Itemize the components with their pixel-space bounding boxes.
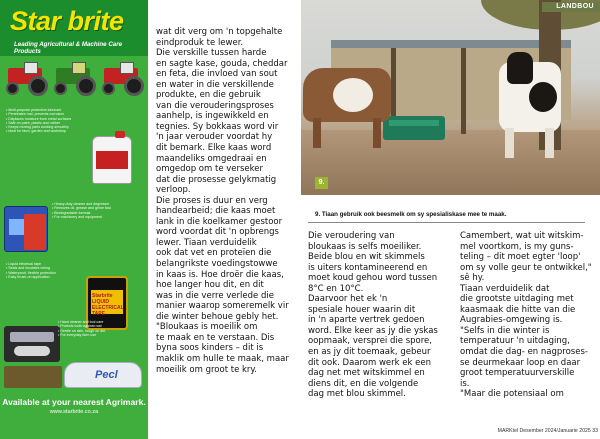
article-line: dit ook. Daarom werk ek een xyxy=(308,357,431,368)
article-line: "Selfs in die winter is xyxy=(460,325,550,336)
advert-feature-item: • Keeps moving parts working smoothly xyxy=(6,125,86,129)
article-line: eindproduk te lewer. xyxy=(156,37,244,48)
advert-feature-item: • Penetrates rust, prevents corrosion xyxy=(6,112,86,116)
article-line: in kaas is. Hoe droër die kaas, xyxy=(156,269,284,280)
black-white-cow xyxy=(499,62,561,132)
starbrite-advert xyxy=(0,0,148,439)
article-line: mel voortkom, is my guns- xyxy=(460,241,574,252)
article-line: Daarvoor het ek 'n xyxy=(308,294,388,305)
page-footer: MARKtel Desember 2024/Januarie 2025 33 xyxy=(497,428,598,434)
advert-feature-item: • For everyday farm use xyxy=(58,333,144,337)
advert-feature-item: • Waterproof, flexible protection xyxy=(6,271,80,275)
article-line: teling – dit moet egter 'loop' xyxy=(460,252,581,263)
advert-feature-item: • For machinery and equipment xyxy=(52,215,144,219)
article-line: die grootste uitdaging met xyxy=(460,294,574,305)
advert-feature-item: • Protects tools against rust xyxy=(58,324,144,328)
article-line: tegnies. Sy bokkaas word vir xyxy=(156,121,279,132)
article-line: temperatuur 'n uitdaging, xyxy=(460,336,570,347)
article-line: is. xyxy=(460,378,470,389)
animals-image xyxy=(4,366,62,388)
advert-feature-item: • Removes oil, grease and grime fast xyxy=(52,206,144,210)
article-line: 'n jaar verouder voordat hy xyxy=(156,132,273,143)
article-line: oopmaak, versprei die spore, xyxy=(308,336,432,347)
article-line: kaasmaak die hitte van die xyxy=(460,304,576,315)
article-line: groot temperatuurverskille xyxy=(460,368,575,379)
article-line: in 'n aparte vertrek gedoen xyxy=(308,315,425,326)
article-line: Die veroudering van xyxy=(308,231,395,241)
article-line: "Bloukaas is moeilik om xyxy=(156,322,258,333)
article-line: Camembert, wat uit witskim- xyxy=(460,231,584,241)
article-line: maklik om hulle te maak, maar xyxy=(156,353,289,364)
product-jug-image xyxy=(92,136,132,184)
product-spray-image xyxy=(24,214,46,250)
article-line: hoe langer hou dit, en dit xyxy=(156,280,264,291)
red-tractor-image xyxy=(2,64,48,96)
article-line: "Maar die potensiaal om xyxy=(460,389,564,400)
section-label xyxy=(542,2,600,12)
photo-caption: 9. Tiaan gebruik ook beesmelk om sy spesialiskase mee te maak. xyxy=(315,211,507,218)
advert-feature-item: • Biodegradable formula xyxy=(52,211,144,215)
article-line: is uiters kontamineerend en xyxy=(308,262,428,273)
article-line: maandeliks omgedraai en xyxy=(156,153,267,164)
article-line: handearbeid; die kaas moet xyxy=(156,206,276,217)
article-line: word voordat dit 'n opbrengs xyxy=(156,227,279,238)
article-line: dag net met witskimmel en xyxy=(308,368,425,379)
section-label-text: LANDBOU xyxy=(556,3,594,10)
article-line: lank in die koelkamer gestoor xyxy=(156,216,283,227)
tools-image xyxy=(4,326,60,362)
advert-feature-list-4 xyxy=(58,320,144,337)
brown-cow xyxy=(303,68,391,122)
article-line: word. Elke keer as jy die yskas xyxy=(308,325,438,336)
caption-divider xyxy=(308,222,585,223)
article-line: belangrikste voedingstowwe xyxy=(156,259,278,270)
article-line: Beide blou en wit skimmels xyxy=(308,252,425,263)
starbrite-logo: Star brite xyxy=(10,6,124,36)
article-column-right xyxy=(460,231,600,400)
article-line: die winter behoue gebly het. xyxy=(156,311,279,322)
article-line: dag met blou skimmel. xyxy=(308,389,406,400)
tin-label: Starbrite LIQUID ELECTRICAL TAPE xyxy=(92,293,124,317)
article-line: moet koud gehou word tussen xyxy=(308,273,438,284)
article-line: produkte, en die gebruik xyxy=(156,90,261,101)
advert-feature-item: • Liquid electrical tape xyxy=(6,262,80,266)
article-line: ook dat vet en proteïen die xyxy=(156,248,272,259)
article-line: diens dit, en die volgende xyxy=(308,378,419,389)
advert-website-link[interactable]: www.starbrite.co.za xyxy=(49,409,99,415)
article-line: se deurmekaar loop en daar xyxy=(460,357,581,368)
advert-feature-item: • Ideal for farm, garden and workshop xyxy=(6,129,86,133)
article-line: dat die prosesse gelykmatig xyxy=(156,174,277,185)
article-line: verloop. xyxy=(156,185,191,196)
article-line: 8°C en 10°C. xyxy=(308,283,364,294)
advert-feature-item: • Heavy-duty cleaner and degreaser xyxy=(52,202,144,206)
article-line: sê hy. xyxy=(460,273,485,284)
advert-feature-item: • Hand cleaner and tool care xyxy=(58,320,144,324)
advert-feature-item: • Displaces moisture from metal surfaces xyxy=(6,117,86,121)
article-line: Die proses is duur en verg xyxy=(156,195,268,206)
advert-feature-item: • Multi-purpose protective lubricant xyxy=(6,108,86,112)
article-line: Augrabies-omgewing is. xyxy=(460,315,563,326)
red-harvester-image xyxy=(98,64,144,96)
article-line: en water in die verskillende xyxy=(156,79,274,90)
article-column-left xyxy=(156,27,296,375)
advert-availability: Available at your nearest Agrimark. xyxy=(2,397,146,407)
article-line: lewer. Tiaan verduidelik xyxy=(156,237,257,248)
green-tractor-image xyxy=(50,64,96,96)
article-line: Tiaan verduidelik dat xyxy=(460,283,550,294)
article-line: dit bemark. Elke kaas word xyxy=(156,143,272,154)
advert-feature-list-2 xyxy=(52,202,144,219)
article-line: te maak en te verstaan. Dis xyxy=(156,332,275,343)
advert-tagline: Leading Agricultural & Machine Care Products xyxy=(14,41,123,55)
photo-number-badge: 9. xyxy=(315,177,328,189)
article-column-middle xyxy=(308,231,448,400)
article-line: manier waarop someremelk vir xyxy=(156,301,289,312)
product-tube-image xyxy=(64,362,142,388)
article-line: byna soos kinders – dit is xyxy=(156,343,264,354)
advert-feature-item: • Gentle on skin, tough on dirt xyxy=(58,329,144,333)
article-line: en feta, die invloed van sout xyxy=(156,69,278,80)
article-line: was in die verre verlede die xyxy=(156,290,274,301)
article-line: aanhelp, is ingewikkeld en xyxy=(156,111,269,122)
advert-feature-item: • Easy brush-on application xyxy=(6,275,80,279)
advert-feature-list-3 xyxy=(6,262,80,279)
article-line: wat dit verg om 'n topgehalte xyxy=(156,27,283,37)
advert-feature-list-1 xyxy=(6,108,86,134)
article-line: bloukaas is selfs moeiliker. xyxy=(308,241,422,252)
article-line: om sy volle geur te ontwikkel," xyxy=(460,262,592,273)
article-line: en as jy dit toemaak, gebeur xyxy=(308,347,431,358)
article-line: moeilik om groot te kry. xyxy=(156,364,257,375)
product-brand: Pecl xyxy=(95,369,118,381)
article-photo-cows xyxy=(301,0,600,195)
article-line: spesiale houer waarin dit xyxy=(308,304,416,315)
advert-feature-item: • Seals and insulates wiring xyxy=(6,266,80,270)
article-line: en sagte kase, gouda, cheddar xyxy=(156,58,288,69)
advert-feature-item: • Safe on paint, plastic and rubber xyxy=(6,121,86,125)
article-line: Die verskille tussen harde xyxy=(156,48,267,59)
article-line: omdat die dag- en nagproses- xyxy=(460,347,588,358)
article-line: omgedop om te verseker xyxy=(156,164,264,175)
article-line: van die verouderingsproses xyxy=(156,100,274,111)
